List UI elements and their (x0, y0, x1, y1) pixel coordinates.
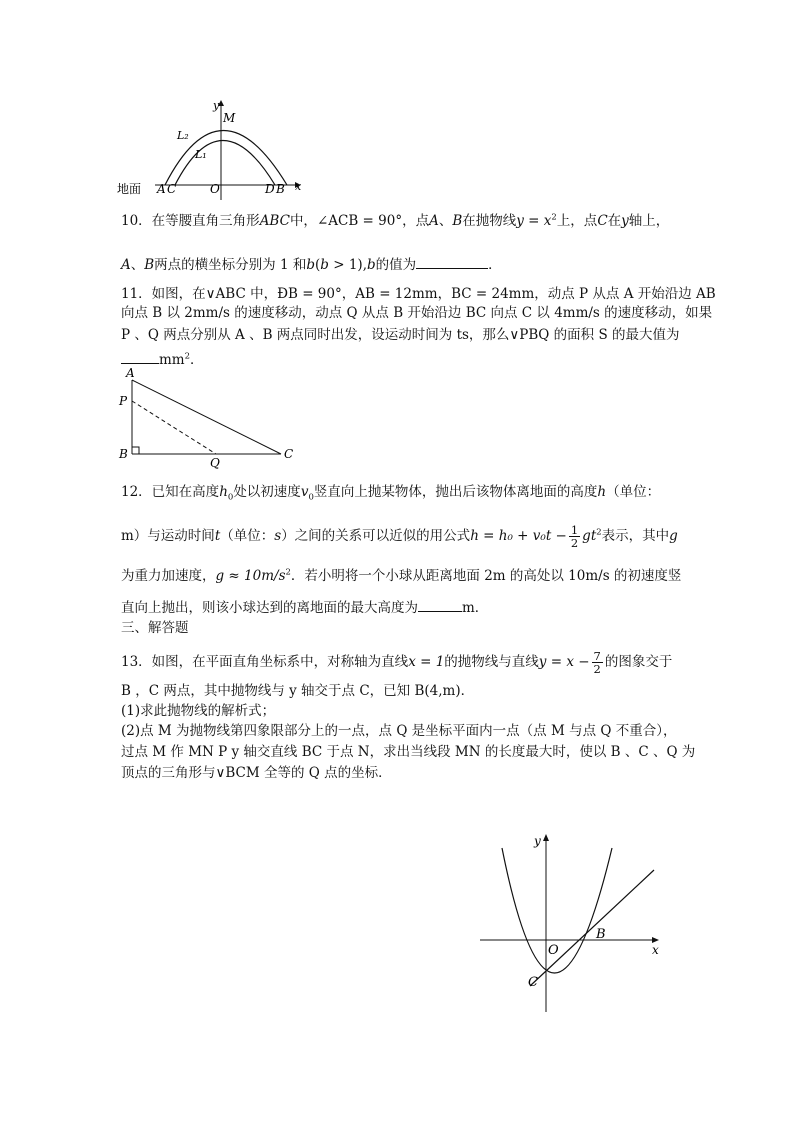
coord-label-y: y (534, 834, 541, 848)
parabola-figure (115, 96, 315, 200)
coord-label-x: x (652, 943, 659, 957)
q12-line1: 12．已知在高度$h_0$处以初速度$v_0$竖直向上抛某物体，抛出后该物体离地面的高度h（单位： (121, 484, 661, 503)
right-angle-mark (132, 447, 139, 454)
q11-answer-blank[interactable] (121, 349, 159, 364)
q10-answer-blank[interactable] (416, 254, 488, 269)
q13-fraction: $\frac{7}{2}$ (593, 649, 601, 676)
label-l2: L₂ (177, 129, 189, 142)
q13-line6: 顶点的三角形与∨BCM 全等的 Q 点的坐标． (121, 765, 392, 781)
q11-line2: 向点 B 以 2mm/s 的速度移动，动点 Q 从点 B 开始沿边 BC 向点 C 以 4mm/s 的速度移动，如果 (121, 305, 713, 321)
coordinate-figure (478, 828, 664, 1014)
label-b: B (276, 182, 285, 196)
tri-label-p: P (119, 394, 128, 408)
q11-line4: $mm^2$． (121, 349, 204, 369)
q13-line5: 过点 M 作 MN P y 轴交直线 BC 于点 N，求出当线段 MN 的长度最大时，使以 B 、C 、Q 为 (121, 744, 696, 760)
coord-label-b: B (596, 927, 606, 942)
q12-line2: m）与运动时间t（单位：s）之间的关系可以近似的用公式h = h₀ + v₀t − $\frac{1}{2}$ $gt^2$表示，其中g (121, 523, 678, 550)
q13-line3: (1)求此抛物线的解析式； (121, 703, 276, 719)
q12-line3: 为重力加速度，$g \approx 10m/s^2$．若小明将一个小球从距离地面 2m 的高处以 10m/s 的初速度竖 (121, 567, 682, 584)
label-x: x (295, 180, 302, 193)
line-bc (530, 870, 654, 986)
coord-label-o: O (548, 943, 559, 958)
q12-line4: 直向上抛出，则该小球达到的离地面的最大高度为 m． (121, 597, 488, 617)
y-axis-arrow (543, 834, 549, 841)
label-y: y (213, 99, 220, 112)
label-m: M (223, 111, 236, 125)
label-a: A (157, 182, 166, 196)
q10-line1: 10．在等腰直角三角形ABC中，∠ACB = 90°，点A、B在抛物线$y = x^2$上，点C在y轴上， (121, 212, 670, 229)
tri-label-q: Q (210, 456, 220, 470)
q12-answer-blank[interactable] (418, 597, 462, 612)
q12-fraction: $\frac{1}{2}$ (570, 523, 579, 550)
label-l1: L₁ (195, 148, 207, 161)
tri-label-c: C (284, 447, 294, 461)
label-ground: 地面 (117, 182, 142, 196)
q13-line2: B ，C 两点，其中抛物线与 y 轴交于点 C，已知 B(4,m)． (121, 683, 475, 699)
tri-label-a: A (126, 366, 135, 380)
label-d: D (265, 182, 275, 196)
q11-line1: 11．如图，在∨ABC 中，ÐB = 90°，AB = 12mm，BC = 24mm，动点 P 从点 A 开始沿边 AB (121, 286, 716, 302)
segment-pq (132, 401, 216, 454)
q13-line1: 13．如图，在平面直角坐标系中，对称轴为直线x = 1的抛物线与直线y = x − $\frac{7}{2}$ 的图象交于 (121, 649, 673, 676)
coord-label-c: C (528, 975, 538, 990)
label-c: C (167, 182, 177, 196)
q10-line2: A、B两点的横坐标分别为 1 和b(b > 1),b的值为 ． (121, 254, 502, 274)
q11-line3: P 、Q 两点分别从 A 、B 两点同时出发，设运动时间为 ts，那么∨PBQ 的面积 S 的最大值为 (121, 327, 680, 343)
tri-label-b: B (119, 447, 128, 461)
section-heading: 三、解答题 (121, 620, 189, 636)
label-o: O (210, 182, 220, 196)
q13-line4: (2)点 M 为抛物线第四象限部分上的一点，点 Q 是坐标平面内一点（点 M 与点 Q 不重合）， (121, 723, 677, 739)
side-ac (132, 380, 281, 454)
triangle-figure (116, 364, 302, 470)
